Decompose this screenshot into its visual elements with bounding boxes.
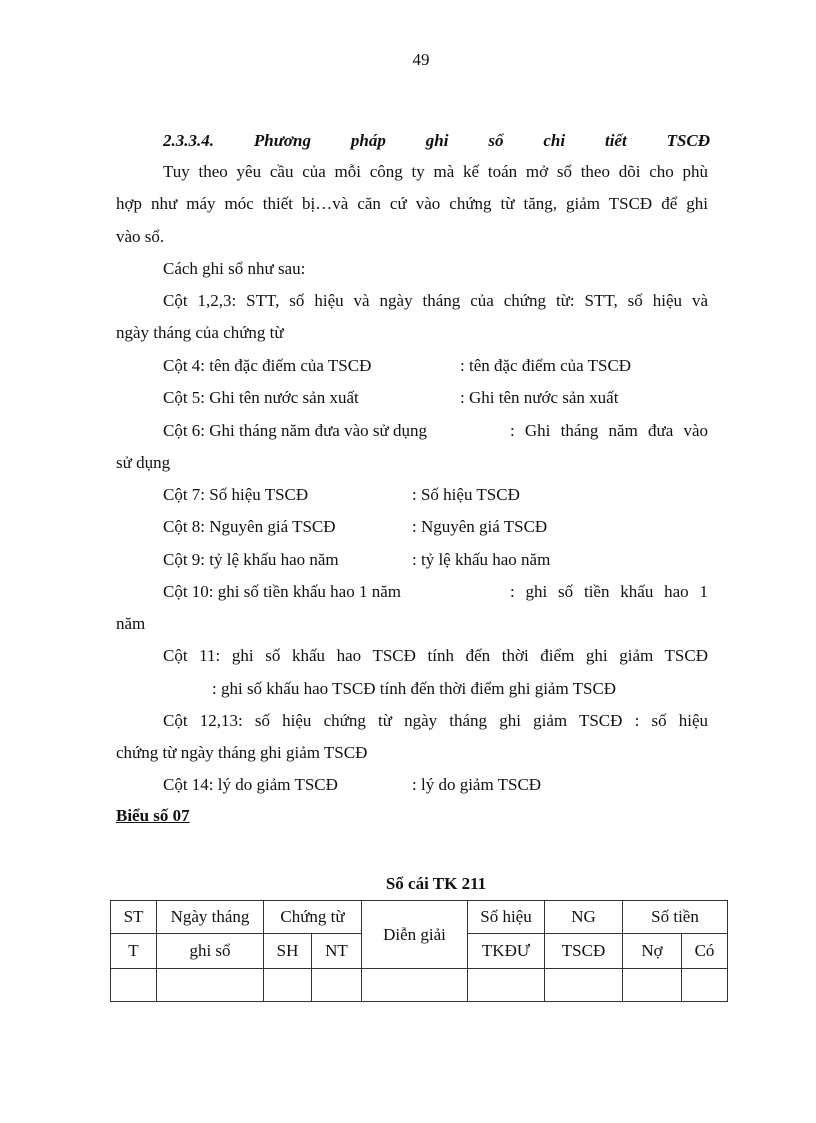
section-heading (163, 131, 710, 151)
heading-word: ghi (425, 131, 449, 150)
header-ng-bottom: TSCĐ (545, 934, 623, 969)
table-cell (157, 969, 264, 1002)
header-chung-tu: Chứng từ (264, 901, 362, 934)
heading-word: tiết (604, 131, 627, 150)
col-4-left: Cột 4: tên đặc điểm của TSCĐ (163, 356, 372, 375)
table-cell (312, 969, 362, 1002)
col-10-wrap: năm (116, 614, 146, 633)
col-1-3-line-b: ngày tháng của chứng từ (116, 323, 284, 342)
col-10-left: Cột 10: ghi số tiền khấu hao 1 năm (163, 582, 401, 601)
header-so-hieu-bottom: TKĐƯ (468, 934, 545, 969)
intro-line-3: vào sổ. (116, 227, 165, 246)
table-cell (468, 969, 545, 1002)
table-cell (682, 969, 728, 1002)
heading-word: chi (543, 131, 566, 150)
col-6-right: : Ghi tháng năm đưa vào (510, 421, 708, 440)
header-sh: SH (264, 934, 312, 969)
header-nt: NT (312, 934, 362, 969)
col-1-3-line-a: Cột 1,2,3: STT, số hiệu và ngày tháng của chứng từ: STT, số hiệu và (163, 291, 708, 310)
table-cell (545, 969, 623, 1002)
col-4-right: : tên đặc điểm của TSCĐ (460, 356, 632, 375)
col-11-line-a: Cột 11: ghi số khấu hao TSCĐ tính đến thời điểm ghi giảm TSCĐ (163, 646, 708, 665)
col-11-line-b: : ghi số khấu hao TSCĐ tính đến thời điểm ghi giảm TSCĐ (212, 679, 617, 698)
col-6-wrap: sử dụng (116, 453, 171, 472)
col-5-left: Cột 5: Ghi tên nước sản xuất (163, 388, 359, 407)
header-ngay-thang-top: Ngày tháng (157, 901, 264, 934)
col-6-left: Cột 6: Ghi tháng năm đưa vào sử dụng (163, 421, 427, 440)
table-row (111, 969, 728, 1002)
heading-word: pháp (350, 131, 386, 150)
method-line: Cách ghi sổ như sau: (163, 259, 306, 278)
intro-line-1: Tuy theo yêu cầu của mỗi công ty mà kế toán mở sổ theo dõi cho phù (163, 162, 708, 181)
table-cell (362, 969, 468, 1002)
col-8-left: Cột 8: Nguyên giá TSCĐ (163, 517, 336, 536)
table-cell (264, 969, 312, 1002)
heading-word: 2.3.3.4. (163, 131, 214, 150)
form-label: Biểu số 07 (116, 806, 190, 825)
col-14-right: : lý do giảm TSCĐ (412, 775, 542, 794)
intro-line-2: hợp như máy móc thiết bị…và căn cứ vào chứng từ tăng, giảm TSCĐ để ghi (116, 194, 708, 213)
col-7-right: : Số hiệu TSCĐ (412, 485, 520, 504)
header-co: Có (682, 934, 728, 969)
table-title: Sổ cái TK 211 (385, 874, 487, 893)
col-7-left: Cột 7: Số hiệu TSCĐ (163, 485, 309, 504)
ledger-table (110, 900, 728, 1002)
col-10-right: : ghi số tiền khấu hao 1 (510, 582, 708, 601)
col-8-right: : Nguyên giá TSCĐ (412, 517, 548, 536)
heading-word: Phương (253, 131, 311, 150)
header-ngay-thang-bottom: ghi sổ (157, 934, 264, 969)
header-ng-top: NG (545, 901, 623, 934)
col-5-right: : Ghi tên nước sản xuất (460, 388, 619, 407)
col-14-left: Cột 14: lý do giảm TSCĐ (163, 775, 338, 794)
header-dien-giai: Diễn giải (362, 901, 468, 969)
col-9-left: Cột 9: tỷ lệ khấu hao năm (163, 550, 339, 569)
heading-word: sổ (488, 131, 504, 150)
table-cell (623, 969, 682, 1002)
header-stt-top: ST (111, 901, 157, 934)
header-so-hieu-top: Số hiệu (468, 901, 545, 934)
heading-word: TSCĐ (666, 131, 711, 150)
col-12-13-line-b: chứng từ ngày tháng ghi giảm TSCĐ (116, 743, 368, 762)
table-cell (111, 969, 157, 1002)
page-number: 49 (412, 50, 430, 69)
col-9-right: : tỷ lệ khấu hao năm (412, 550, 551, 569)
header-stt-bottom: T (111, 934, 157, 969)
header-so-tien: Số tiền (623, 901, 728, 934)
col-12-13-line-a: Cột 12,13: số hiệu chứng từ ngày tháng ghi giảm TSCĐ : số hiệu (163, 711, 708, 730)
header-no: Nợ (623, 934, 682, 969)
